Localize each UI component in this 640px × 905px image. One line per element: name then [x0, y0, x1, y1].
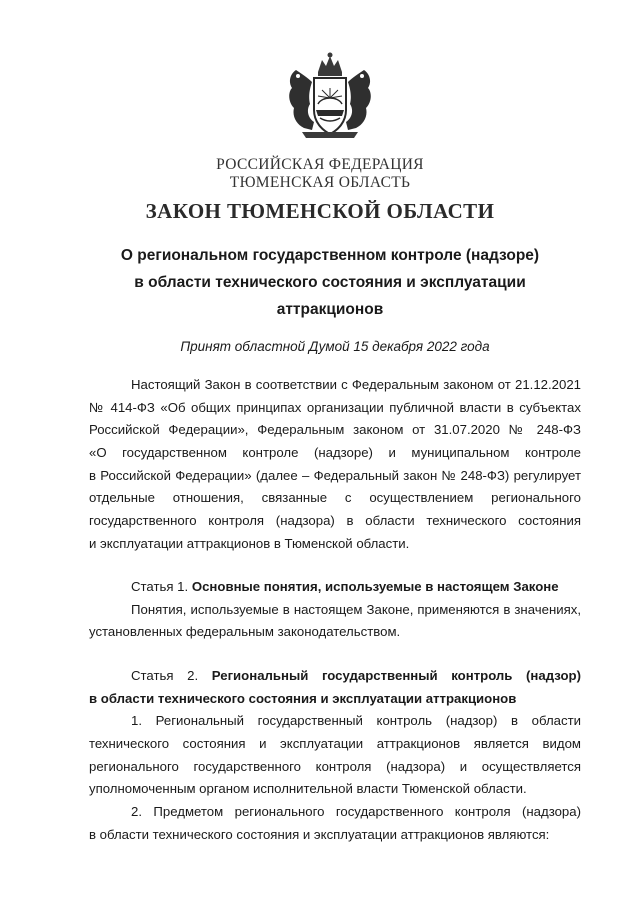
- preamble-line: № 414-ФЗ «Об общих принципах организации публичной власти в субъектах: [89, 399, 581, 415]
- article-2-title-line: в области технического состояния и эксплуатации аттракционов: [89, 690, 517, 706]
- preamble-line: государственного контроля (надзора) в области технического состояния: [89, 513, 581, 529]
- article-1-title: Основные понятия, используемые в настоящем Законе: [191, 579, 559, 594]
- coat-of-arms-icon: [282, 52, 378, 142]
- preamble-line: Российской Федерации», Федеральным законом от 31.07.2020 № 248-ФЗ: [89, 422, 581, 438]
- article-2-p1-line: уполномоченным органом исполнительной власти Тюменской области.: [89, 781, 527, 797]
- country-heading: РОССИЙСКАЯ ФЕДЕРАЦИЯ: [216, 156, 424, 173]
- article-1-body-line: Понятия, используемые в настоящем Законе, применяются в значениях,: [131, 601, 581, 617]
- article-2-heading: [131, 668, 581, 683]
- article-1-heading: [131, 579, 559, 594]
- law-type-heading: ЗАКОН ТЮМЕНСКОЙ ОБЛАСТИ: [145, 199, 495, 223]
- preamble-line: «О государственном контроле (надзоре) и муниципальном контроле: [89, 445, 581, 461]
- article-2-p1-line: 1. Региональный государственный контроль (надзор) в области: [131, 713, 581, 729]
- article-2-p2-line: в области технического состояния и эксплуатации аттракционов являются:: [89, 826, 550, 842]
- article-1-body-line: установленных федеральным законодательством.: [89, 624, 401, 640]
- article-1-prefix: Статья 1.: [131, 579, 192, 594]
- article-2-p1-line: регионального государственного контроля (надзора) и осуществляется: [89, 758, 581, 774]
- article-2: [89, 665, 581, 847]
- region-heading: ТЮМЕНСКАЯ ОБЛАСТЬ: [229, 174, 411, 191]
- law-title: [100, 242, 560, 323]
- article-2-prefix: Статья 2.: [131, 668, 212, 683]
- law-title-line: аттракционов: [276, 301, 384, 318]
- preamble-line: отдельные отношения, связанные с осуществлением регионального: [89, 490, 581, 506]
- article-2-p1-line: технического состояния и эксплуатации аттракционов является видом: [89, 736, 581, 752]
- article-1: [89, 576, 581, 644]
- preamble-line: в Российской Федерации» (далее – Федеральный закон № 248-ФЗ) регулирует: [89, 467, 581, 483]
- article-2-p2-line: 2. Предметом регионального государственного контроля (надзора): [131, 804, 581, 820]
- preamble-line: Настоящий Закон в соответствии с Федеральным законом от 21.12.2021: [131, 377, 581, 392]
- preamble-paragraph: [89, 374, 581, 556]
- law-title-line: О региональном государственном контроле (надзоре): [120, 247, 540, 264]
- law-title-line: в области технического состояния и эксплуатации: [134, 274, 526, 291]
- preamble-line: и эксплуатации аттракционов в Тюменской области.: [89, 535, 410, 551]
- article-2-title-line: Региональный государственный контроль (надзор): [211, 668, 581, 683]
- adoption-note: Принят областной Думой 15 декабря 2022 года: [180, 339, 490, 354]
